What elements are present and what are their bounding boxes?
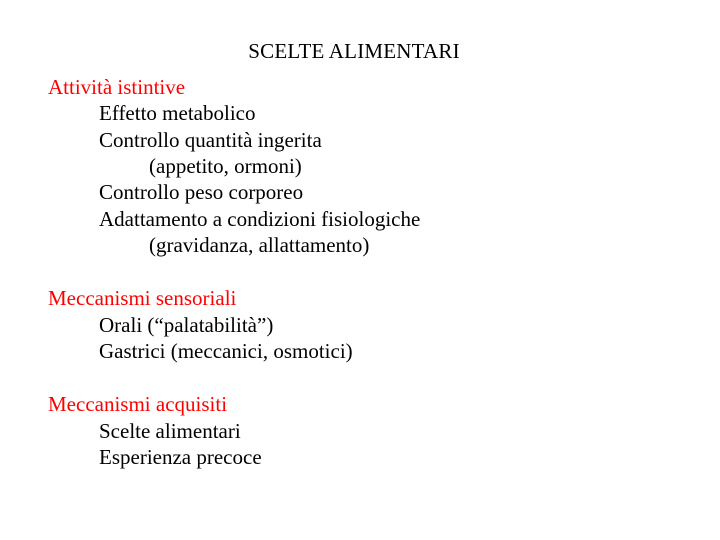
section-heading-attivita-istintive: Attività istintive — [48, 75, 186, 99]
list-item-gastrici: Gastrici (meccanici, osmotici) — [99, 339, 353, 363]
list-subitem-appetito-ormoni: (appetito, ormoni) — [149, 154, 302, 178]
list-item-effetto-metabolico: Effetto metabolico — [99, 101, 256, 125]
list-subitem-gravidanza: (gravidanza, allattamento) — [149, 233, 370, 257]
list-item-controllo-quantita: Controllo quantità ingerita — [99, 128, 322, 152]
section-heading-meccanismi-sensoriali: Meccanismi sensoriali — [48, 286, 237, 310]
list-item-orali: Orali (“palatabilità”) — [99, 313, 274, 337]
list-item-scelte-alimentari: Scelte alimentari — [99, 419, 241, 443]
list-item-adattamento: Adattamento a condizioni fisiologiche — [99, 207, 421, 231]
section-heading-meccanismi-acquisiti: Meccanismi acquisiti — [48, 392, 228, 416]
list-item-esperienza-precoce: Esperienza precoce — [99, 445, 262, 469]
list-item-controllo-peso: Controllo peso corporeo — [99, 180, 304, 204]
slide-title: SCELTE ALIMENTARI — [248, 39, 460, 63]
